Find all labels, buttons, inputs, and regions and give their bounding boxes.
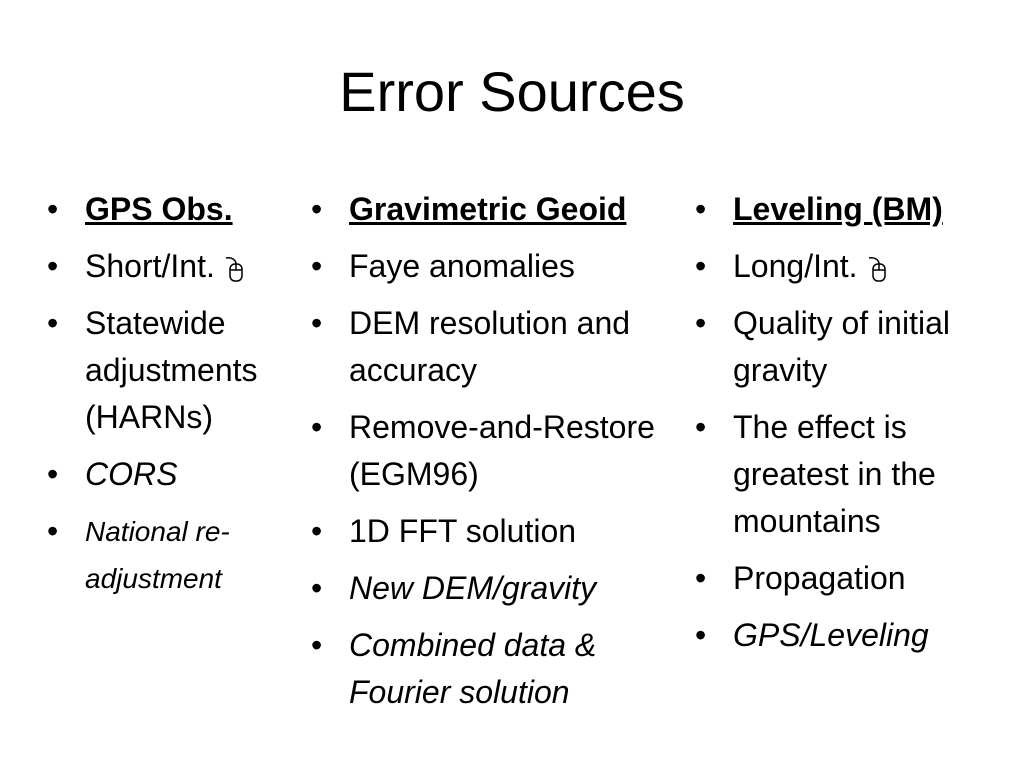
bullet-text: GPS Obs. <box>85 191 233 227</box>
bullet-item <box>311 565 663 612</box>
bullet-item <box>47 451 287 498</box>
bullet-text: Quality of initial gravity <box>733 305 950 388</box>
bullet-marker: • <box>695 248 707 284</box>
bullet-text: Gravimetric Geoid <box>349 191 627 227</box>
bullet-marker: • <box>311 409 323 445</box>
bullet-text: The effect is greatest in the mountains <box>733 409 936 539</box>
bullet-text: GPS/Leveling <box>733 617 929 653</box>
bullet-marker: • <box>47 513 59 549</box>
bullet-marker: • <box>695 617 707 653</box>
bullet-item <box>311 243 663 290</box>
bullet-marker: • <box>311 191 323 227</box>
bullet-item <box>47 243 287 290</box>
bullet-item <box>695 243 995 290</box>
bullet-item <box>47 300 287 441</box>
bullet-item <box>311 508 663 555</box>
bullet-item <box>47 186 287 233</box>
bullet-text: Statewide adjustments (HARNs) <box>85 305 258 435</box>
bullet-marker: • <box>311 627 323 663</box>
bullet-text: Combined data & Fourier solution <box>349 627 597 710</box>
bullet-text: 1D FFT solution <box>349 513 577 549</box>
bullet-item <box>695 555 995 602</box>
bullet-item <box>695 186 995 233</box>
column-leveling <box>695 186 995 669</box>
mouse-icon <box>866 255 888 283</box>
bullet-marker: • <box>311 513 323 549</box>
slide-title: Error Sources <box>339 60 685 123</box>
bullet-item <box>695 612 995 659</box>
bullet-marker: • <box>311 570 323 606</box>
bullet-item <box>311 622 663 716</box>
bullet-marker: • <box>695 191 707 227</box>
mouse-icon <box>223 255 245 283</box>
bullet-item <box>47 508 287 602</box>
bullet-marker: • <box>47 456 59 492</box>
bullet-item <box>311 186 663 233</box>
bullet-text: Remove-and-Restore (EGM96) <box>349 409 655 492</box>
bullet-text: Faye anomalies <box>349 248 575 284</box>
bullet-marker: • <box>311 305 323 341</box>
bullet-item <box>695 300 995 394</box>
bullet-marker: • <box>311 248 323 284</box>
bullet-marker: • <box>47 305 59 341</box>
bullet-text: New DEM/gravity <box>349 570 597 606</box>
bullet-text: Leveling (BM) <box>733 191 943 227</box>
column-gps-obs <box>47 186 287 612</box>
bullet-text: CORS <box>85 456 178 492</box>
bullet-item <box>695 404 995 545</box>
bullet-text: National re-adjustment <box>85 516 230 594</box>
bullet-item <box>311 404 663 498</box>
bullet-marker: • <box>695 305 707 341</box>
bullet-marker: • <box>695 409 707 445</box>
column-gravimetric-geoid <box>311 186 663 726</box>
bullet-marker: • <box>695 560 707 596</box>
bullet-text: Short/Int. <box>85 248 215 284</box>
bullet-item <box>311 300 663 394</box>
bullet-text: Long/Int. <box>733 248 858 284</box>
bullet-text: Propagation <box>733 560 906 596</box>
bullet-marker: • <box>47 248 59 284</box>
bullet-marker: • <box>47 191 59 227</box>
bullet-text: DEM resolution and accuracy <box>349 305 631 388</box>
